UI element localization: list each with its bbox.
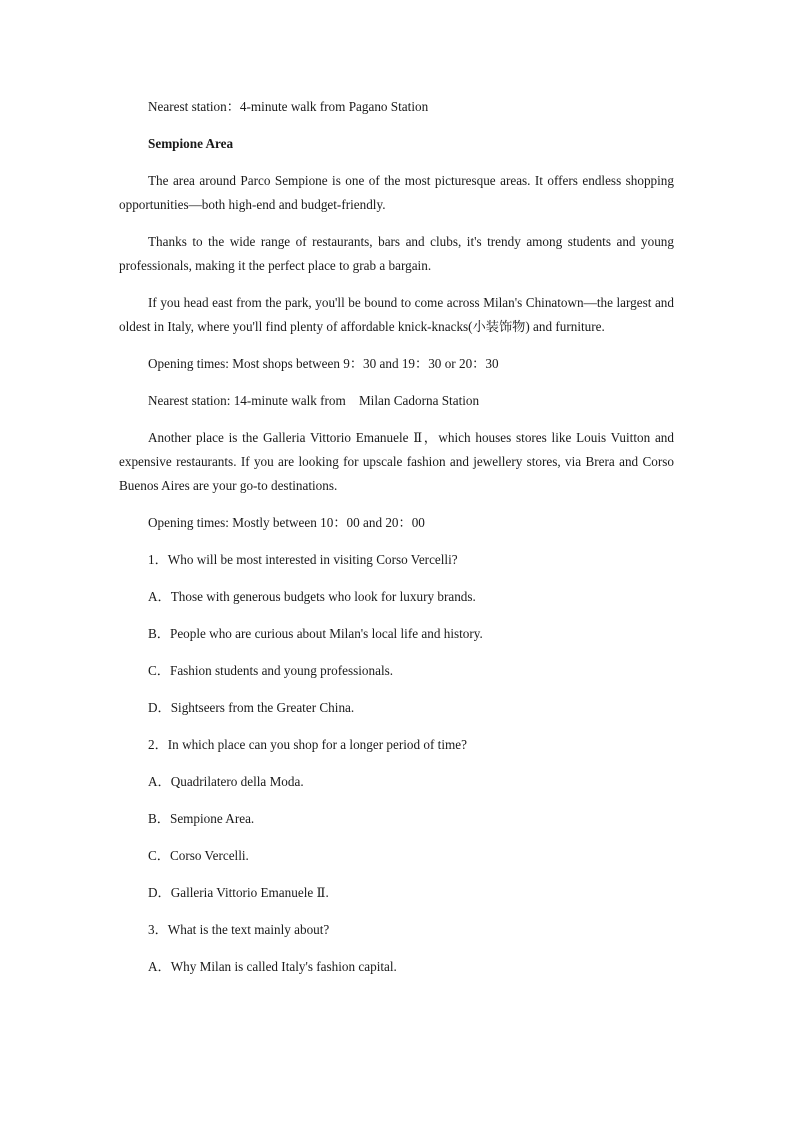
sempione-paragraph-2: Thanks to the wide range of restaurants, bars and clubs, it's trendy among students and young professionals, making it the perfect place to grab a bargain. (119, 234, 674, 273)
question-2-option-b: B．Sempione Area. (148, 811, 255, 826)
document-page (119, 95, 674, 992)
question-1-stem: 1．Who will be most interested in visiting Corso Vercelli? (148, 552, 458, 567)
question-1-option-c: C．Fashion students and young professionals. (148, 663, 394, 678)
question-1-option-b: B．People who are curious about Milan's local life and history. (148, 626, 483, 641)
question-3-option-a: A．Why Milan is called Italy's fashion capital. (148, 959, 397, 974)
question-3-stem: 3．What is the text mainly about? (148, 922, 330, 937)
pagano-station-line: Nearest station：4-minute walk from Pagano Station (148, 99, 429, 114)
question-1-option-d: D．Sightseers from the Greater China. (148, 700, 355, 715)
question-2-stem: 2．In which place can you shop for a longer period of time? (148, 737, 467, 752)
question-2-option-d: D．Galleria Vittorio Emanuele Ⅱ. (148, 885, 329, 900)
question-2-option-a: A．Quadrilatero della Moda. (148, 774, 304, 789)
sempione-nearest-station: Nearest station: 14-minute walk from Milan Cadorna Station (148, 393, 480, 408)
question-2-option-c: C．Corso Vercelli. (148, 848, 249, 863)
galleria-paragraph: Another place is the Galleria Vittorio Emanuele Ⅱ，which houses stores like Louis Vuitton and expensive restaurants. If you are looking for upscale fashion and jewellery stores, via Brera and Corso Buenos Aires are your go-to destinations. (119, 430, 674, 493)
sempione-opening-times: Opening times: Most shops between 9：30 and 19：30 or 20：30 (148, 356, 499, 371)
sempione-heading: Sempione Area (148, 136, 234, 151)
sempione-paragraph-1: The area around Parco Sempione is one of the most picturesque areas. It offers endless shopping opportunities—both high-end and budget-friendly. (119, 173, 674, 212)
question-1-option-a: A．Those with generous budgets who look for luxury brands. (148, 589, 476, 604)
sempione-paragraph-3: If you head east from the park, you'll be bound to come across Milan's Chinatown—the largest and oldest in Italy, where you'll find plenty of affordable knick-knacks(小装饰物) and furniture. (119, 295, 674, 334)
galleria-opening-times: Opening times: Mostly between 10：00 and 20：00 (148, 515, 425, 530)
